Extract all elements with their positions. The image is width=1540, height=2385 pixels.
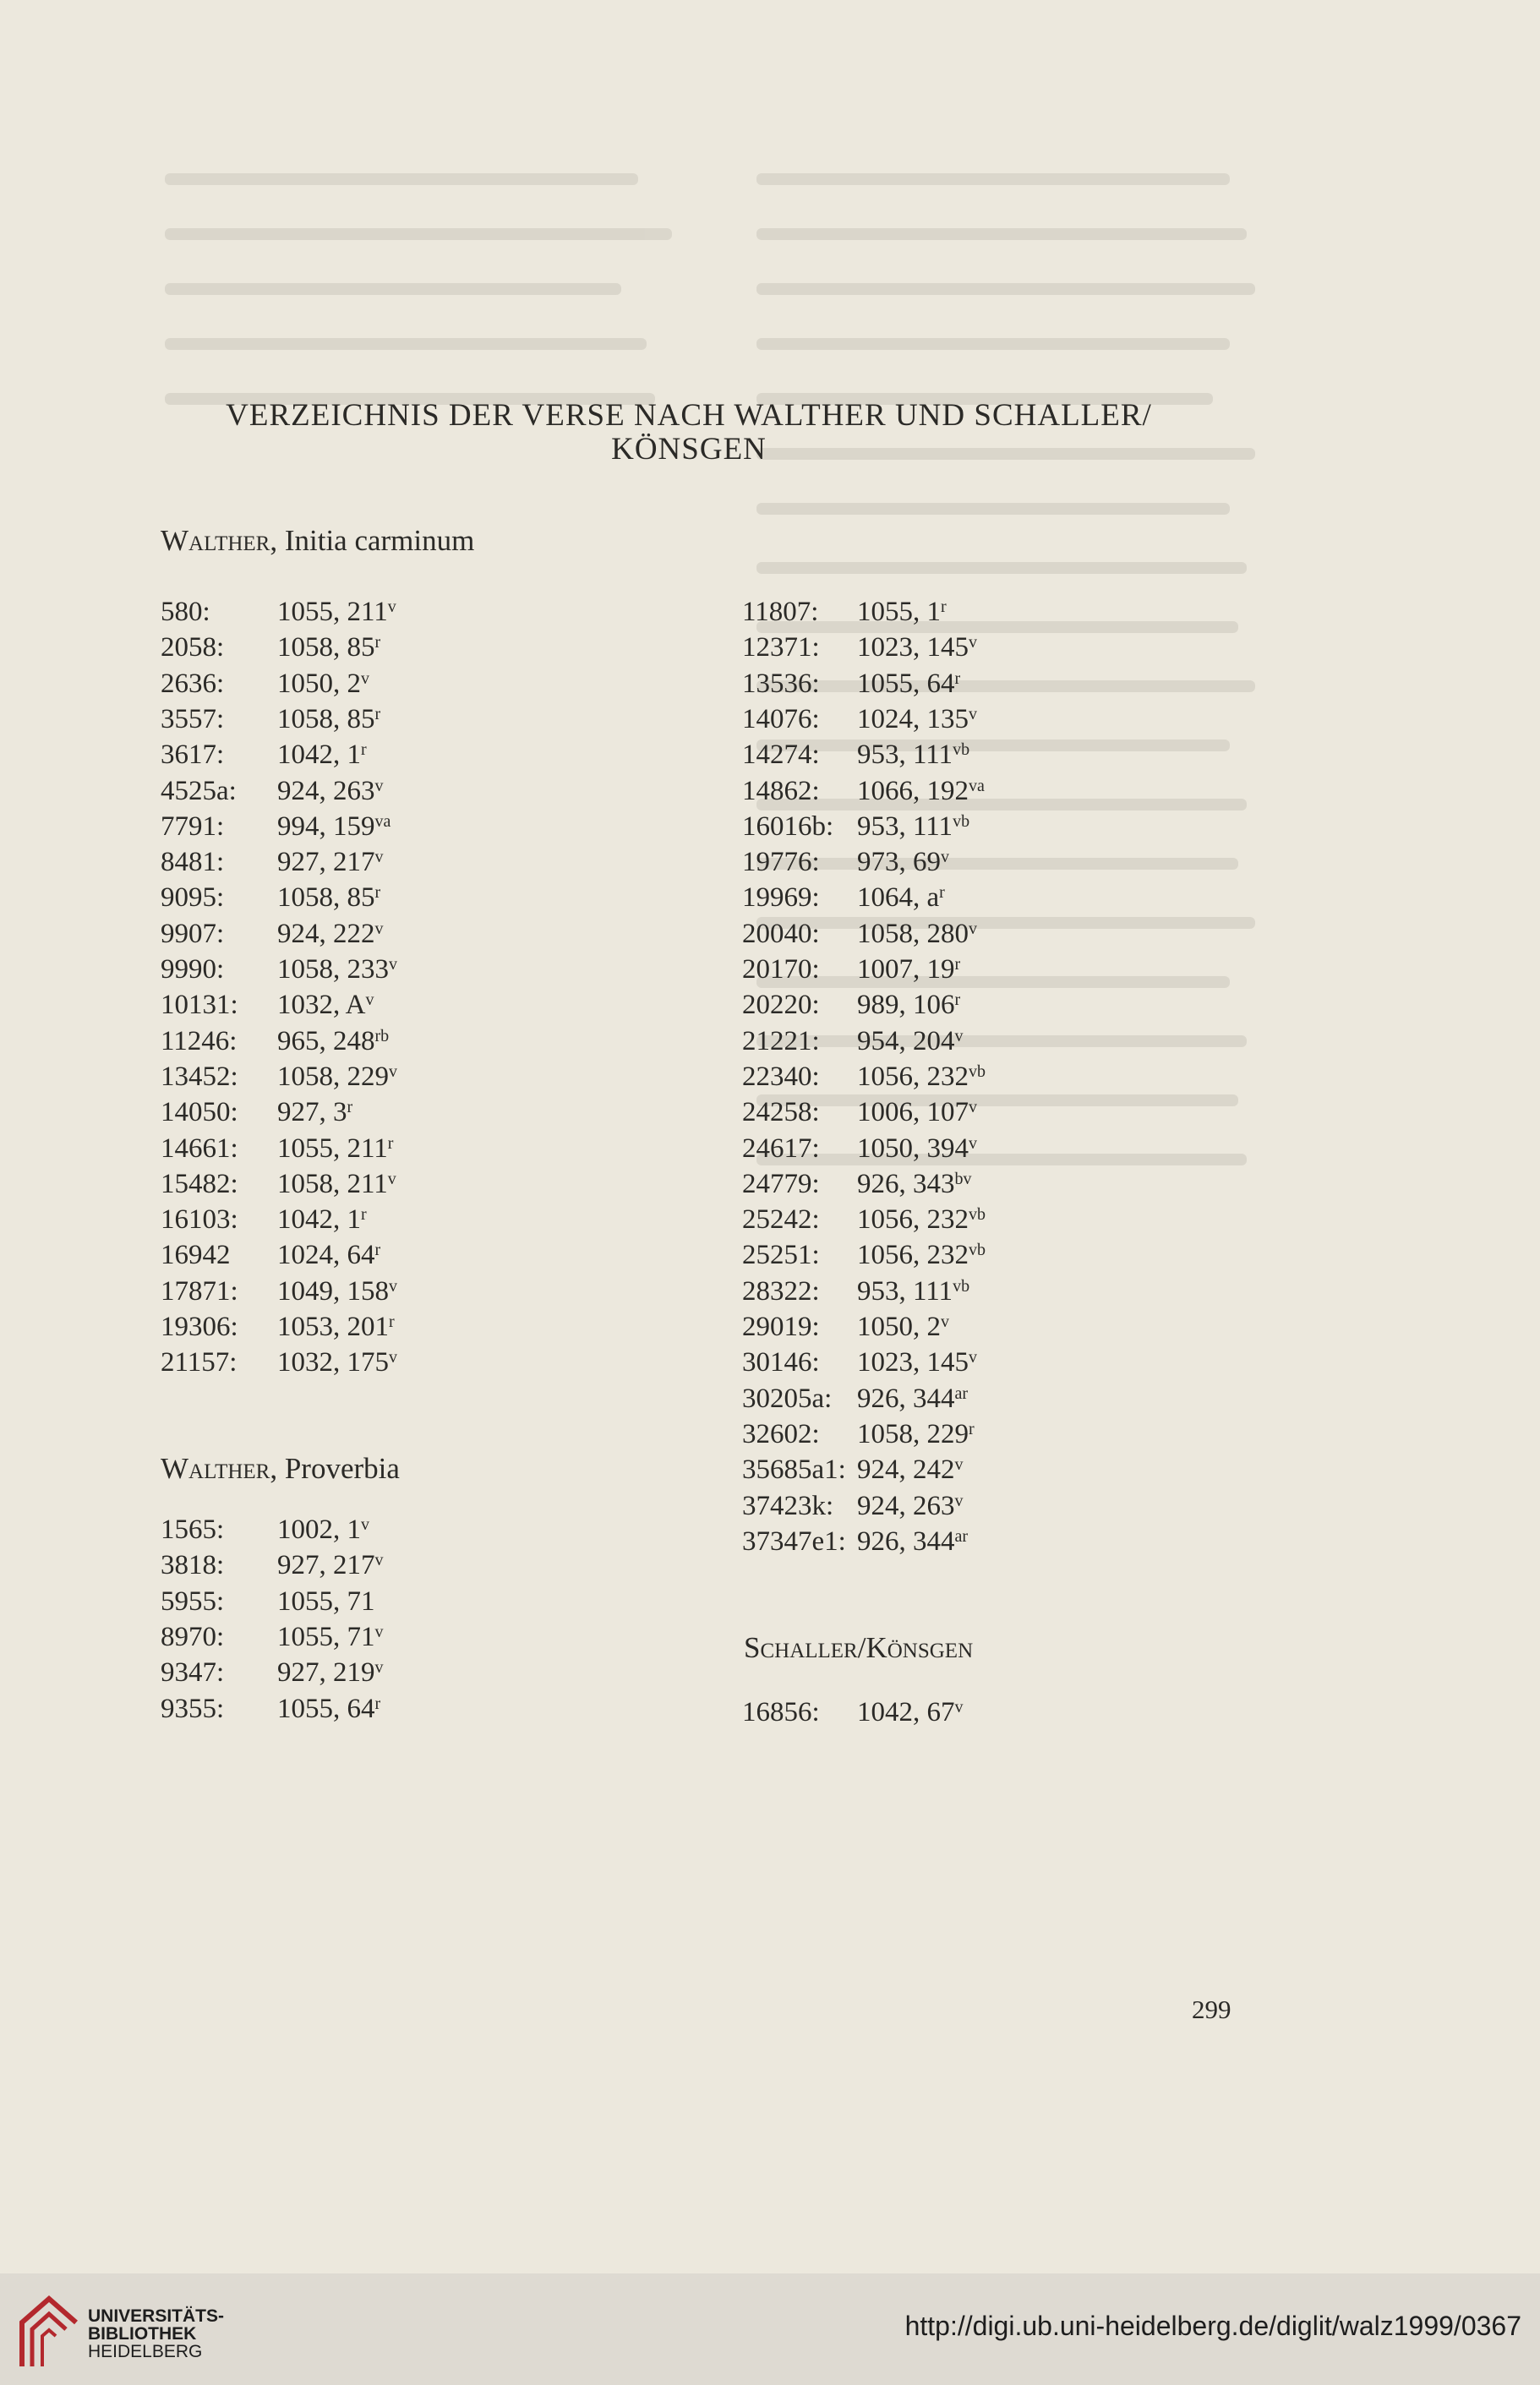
entry-superscript: v: [374, 1551, 384, 1570]
entry-superscript: bv: [954, 1169, 972, 1188]
entry-reference: [277, 1656, 384, 1689]
entry-number: 8970:: [161, 1621, 225, 1652]
entry-superscript: r: [347, 1098, 353, 1117]
entry-reference-text: 1055, 71: [277, 1621, 375, 1652]
entry-number: 9095:: [161, 882, 225, 914]
entry-reference: [277, 1548, 384, 1582]
entry-number: 22340:: [742, 1061, 820, 1092]
entry-number: 30205a:: [742, 1383, 833, 1414]
entry-superscript: vb: [953, 1276, 970, 1296]
entry-reference: [857, 667, 960, 701]
section-subtitle: , Proverbia: [270, 1452, 400, 1485]
entry-reference: [857, 774, 985, 808]
entry-number: 17871:: [161, 1275, 238, 1307]
entry-reference-text: 1050, 2: [857, 1312, 941, 1342]
entry-number: 9990:: [161, 954, 225, 985]
entry-reference-text: 927, 219: [277, 1657, 375, 1689]
entry-reference: [857, 810, 969, 843]
entry-reference-text: 1023, 145: [857, 1347, 969, 1378]
entry-number: 21157:: [161, 1347, 238, 1378]
entry-number: 10131:: [161, 990, 238, 1021]
entry-number: 12371:: [742, 632, 820, 663]
entry-reference: [857, 738, 969, 772]
entry-reference-text: 1032, A: [277, 990, 366, 1021]
entry-number: 1565:: [161, 1515, 225, 1545]
entry-reference: [277, 952, 397, 986]
entry-reference-text: 924, 222: [277, 918, 375, 949]
entry-reference-text: 1032, 175: [277, 1347, 389, 1378]
entry-superscript: vb: [969, 1205, 986, 1225]
logo-line-3: HEIDELBERG: [88, 2342, 203, 2361]
entry-number: 16942: [161, 1240, 231, 1271]
entry-reference-text: 1042, 1: [277, 740, 361, 771]
entry-reference: [857, 1060, 986, 1094]
entry-superscript: v: [954, 1455, 964, 1475]
entry-reference-text: 1042, 1: [277, 1204, 361, 1236]
entry-reference-text: 1042, 67: [857, 1697, 955, 1727]
entry-reference-text: 1058, 211: [277, 1168, 388, 1199]
entry-reference-text: 965, 248: [277, 1025, 375, 1056]
entry-number: 20040:: [742, 918, 820, 949]
entry-reference-text: 953, 111: [857, 810, 953, 842]
entry-number: 16103:: [161, 1204, 238, 1236]
entry-reference: [277, 845, 384, 879]
entry-reference: [857, 1132, 977, 1165]
entry-reference-text: 927, 3: [277, 1097, 347, 1128]
entry-reference: [277, 1692, 380, 1726]
entry-superscript: r: [389, 1313, 395, 1331]
entry-number: 14862:: [742, 775, 820, 806]
entry-number: 24258:: [742, 1097, 820, 1128]
entry-reference-text: 924, 263: [277, 775, 375, 806]
entry-reference-text: 1058, 85: [277, 882, 375, 914]
page-title: [144, 399, 1234, 467]
entry-reference-text: 953, 111: [857, 1275, 953, 1307]
section-subtitle: , Initia carminum: [270, 524, 475, 557]
entry-reference-text: 1050, 394: [857, 1132, 969, 1164]
entry-superscript: v: [969, 704, 977, 723]
entry-number: 30146:: [742, 1347, 820, 1378]
entry-superscript: v: [389, 955, 397, 974]
entry-reference-text: 953, 111: [857, 740, 953, 771]
entry-number: 2636:: [161, 668, 225, 699]
entry-number: 14661:: [161, 1132, 238, 1164]
entry-superscript: vb: [969, 1241, 986, 1260]
entry-reference: [857, 1417, 975, 1451]
entry-reference: [277, 988, 374, 1022]
entry-number: 5955:: [161, 1585, 225, 1617]
entry-number: 32602:: [742, 1418, 820, 1449]
source-url-link[interactable]: http://digi.ub.uni-heidelberg.de/diglit/walz1999/0367: [904, 2311, 1521, 2341]
entry-reference: [857, 845, 949, 879]
entry-reference-text: 1055, 71: [277, 1585, 375, 1617]
entry-superscript: v: [954, 1491, 964, 1510]
entry-superscript: r: [954, 955, 961, 974]
entry-superscript: r: [954, 669, 961, 688]
entry-reference-text: 1058, 229: [277, 1061, 389, 1092]
entry-number: 20170:: [742, 954, 820, 985]
entry-reference: [857, 917, 977, 951]
entry-number: 13536:: [742, 668, 820, 699]
entry-superscript: v: [389, 1276, 397, 1296]
entry-reference-text: 1055, 211: [277, 597, 388, 627]
entry-reference: [857, 1453, 964, 1487]
entry-reference-text: 927, 217: [277, 1550, 375, 1581]
entry-reference: [277, 1095, 352, 1129]
entry-reference: [857, 1024, 964, 1058]
entry-number: 19776:: [742, 847, 820, 878]
entry-reference-text: 1058, 233: [277, 954, 389, 985]
entry-reference-text: 1050, 2: [277, 668, 361, 699]
entry-superscript: v: [389, 1348, 397, 1367]
entry-superscript: vb: [953, 740, 970, 760]
entry-reference-text: 1055, 64: [277, 1693, 375, 1724]
entry-reference: [857, 1095, 977, 1129]
entry-superscript: va: [969, 776, 985, 795]
entry-superscript: v: [969, 1348, 977, 1367]
entry-reference: [277, 1345, 397, 1379]
page-title-line-2: KÖNSGEN: [611, 432, 767, 467]
entry-number: 29019:: [742, 1312, 820, 1342]
entry-reference: [857, 1489, 964, 1523]
entry-number: 16856:: [742, 1697, 820, 1727]
entry-reference: [857, 702, 977, 736]
entry-reference: [857, 630, 977, 664]
entry-number: 3557:: [161, 703, 225, 734]
entry-reference-text: 924, 263: [857, 1490, 955, 1521]
entry-reference: [277, 1585, 375, 1618]
entry-number: 28322:: [742, 1275, 820, 1307]
entry-superscript: v: [969, 633, 977, 652]
entry-reference-text: 954, 204: [857, 1025, 955, 1056]
entry-number: 9907:: [161, 918, 225, 949]
entry-reference: [277, 1024, 389, 1058]
entry-reference: [277, 702, 380, 736]
entry-reference: [277, 738, 367, 772]
entry-number: 37347e1:: [742, 1525, 846, 1557]
entry-superscript: v: [365, 991, 374, 1010]
entry-reference: [277, 881, 380, 914]
entry-reference: [857, 988, 960, 1022]
entry-reference-text: 1056, 232: [857, 1204, 969, 1236]
entry-reference-text: 1002, 1: [277, 1515, 361, 1545]
entry-reference: [857, 1167, 972, 1201]
entry-superscript: r: [361, 740, 367, 760]
entry-superscript: v: [969, 1133, 977, 1153]
entry-number: 14076:: [742, 703, 820, 734]
entry-superscript: v: [374, 776, 384, 795]
entry-reference: [857, 1238, 986, 1272]
section-heading-schaller-koensgen: Schaller/Könsgen: [744, 1631, 974, 1664]
entry-superscript: v: [374, 919, 384, 938]
entry-reference-text: 924, 242: [857, 1454, 955, 1486]
entry-superscript: r: [954, 991, 961, 1010]
entry-superscript: r: [941, 598, 947, 616]
entry-reference: [277, 774, 384, 808]
section-heading-walther-proverbia: [161, 1452, 400, 1486]
entry-superscript: r: [939, 883, 945, 903]
entry-superscript: r: [374, 633, 381, 652]
entry-reference: [857, 881, 945, 914]
entry-reference-text: 1053, 201: [277, 1312, 389, 1342]
entry-reference-text: 1056, 232: [857, 1240, 969, 1271]
entry-superscript: r: [374, 704, 381, 723]
entry-superscript: r: [969, 1419, 975, 1438]
entry-superscript: r: [387, 1133, 394, 1153]
entry-superscript: r: [374, 1241, 381, 1260]
logo-line-2: BIBLIOTHEK: [88, 2324, 197, 2344]
entry-superscript: v: [941, 1313, 949, 1331]
entry-reference-text: 1058, 280: [857, 918, 969, 949]
page-title-line-1: VERZEICHNIS DER VERSE NACH WALTHER UND SCHALLER/: [226, 398, 1152, 433]
entry-reference-text: 1024, 135: [857, 703, 969, 734]
entry-superscript: vb: [969, 1062, 986, 1081]
entry-reference-text: 1007, 19: [857, 954, 955, 985]
entry-number: 9347:: [161, 1657, 225, 1689]
entry-reference-text: 926, 344: [857, 1525, 955, 1557]
entry-number: 21221:: [742, 1025, 820, 1056]
entry-number: 15482:: [161, 1168, 238, 1199]
section-author: Walther: [161, 1452, 270, 1485]
entry-reference: [857, 1695, 964, 1729]
entry-reference: [277, 1060, 397, 1094]
entry-superscript: v: [941, 848, 949, 867]
section-author: Walther: [161, 524, 270, 557]
entry-number: 7791:: [161, 810, 225, 842]
entry-number: 3617:: [161, 740, 225, 771]
entry-reference: [857, 1345, 977, 1379]
entry-superscript: ar: [954, 1526, 969, 1546]
entry-number: 14050:: [161, 1097, 238, 1128]
entry-reference: [857, 1382, 968, 1416]
entry-reference: [277, 1513, 369, 1547]
entry-superscript: v: [969, 1098, 977, 1117]
entry-reference-text: 1064, a: [857, 882, 940, 914]
digitization-footer: [0, 2273, 1540, 2385]
entry-number: 20220:: [742, 990, 820, 1021]
library-logo-text: [88, 2307, 224, 2360]
entry-reference-text: 1055, 1: [857, 597, 941, 627]
entry-number: 19306:: [161, 1312, 238, 1342]
entry-reference-text: 1056, 232: [857, 1061, 969, 1092]
entry-reference: [277, 1238, 380, 1272]
entry-number: 14274:: [742, 740, 820, 771]
page-number: 299: [1192, 1995, 1231, 2024]
entry-reference: [277, 630, 380, 664]
entry-number: 19969:: [742, 882, 820, 914]
entry-superscript: v: [387, 598, 396, 616]
entry-superscript: v: [361, 669, 369, 688]
entry-reference: [277, 1132, 393, 1165]
entry-reference-text: 1066, 192: [857, 775, 969, 806]
entry-reference-text: 1058, 85: [277, 632, 375, 663]
entry-superscript: v: [969, 919, 977, 938]
entry-reference: [277, 810, 390, 843]
entry-number: 25242:: [742, 1204, 820, 1236]
entry-reference: [857, 1525, 968, 1558]
entry-number: 3818:: [161, 1550, 225, 1581]
entry-number: 25251:: [742, 1240, 820, 1271]
entry-number: 11807:: [742, 597, 819, 627]
entry-reference-text: 927, 217: [277, 847, 375, 878]
logo-line-1: UNIVERSITÄTS-: [88, 2306, 225, 2326]
entry-superscript: rb: [374, 1026, 390, 1045]
entry-superscript: r: [361, 1205, 367, 1225]
entry-reference-text: 1024, 64: [277, 1240, 375, 1271]
entry-number: 24617:: [742, 1132, 820, 1164]
entry-reference-text: 926, 344: [857, 1383, 955, 1414]
entry-number: 37423k:: [742, 1490, 834, 1521]
entry-superscript: ar: [954, 1384, 969, 1403]
entry-superscript: r: [374, 1694, 381, 1713]
entry-reference-text: 1055, 211: [277, 1132, 388, 1164]
entry-superscript: v: [374, 1658, 384, 1678]
entry-reference-text: 1058, 85: [277, 703, 375, 734]
entry-superscript: v: [374, 848, 384, 867]
entry-superscript: v: [374, 1622, 384, 1641]
entry-reference: [277, 595, 396, 629]
entry-number: 2058:: [161, 632, 225, 663]
entry-number: 8481:: [161, 847, 225, 878]
entry-superscript: r: [374, 883, 381, 903]
entry-reference-text: 1058, 229: [857, 1418, 969, 1449]
entry-reference-text: 1049, 158: [277, 1275, 389, 1307]
entry-reference: [857, 952, 960, 986]
entry-reference: [277, 1167, 396, 1201]
entry-superscript: v: [954, 1698, 964, 1716]
entry-reference-text: 1006, 107: [857, 1097, 969, 1128]
entry-superscript: v: [389, 1062, 397, 1081]
entry-reference: [277, 1620, 384, 1654]
entry-reference-text: 926, 343: [857, 1168, 955, 1199]
entry-number: 11246:: [161, 1025, 238, 1056]
section-heading-walther-initia: [161, 524, 474, 558]
entry-reference: [857, 595, 947, 629]
entry-number: 13452:: [161, 1061, 238, 1092]
entry-reference: [857, 1310, 949, 1344]
entry-superscript: v: [361, 1515, 369, 1534]
entry-reference-text: 973, 69: [857, 847, 941, 878]
entry-number: 16016b:: [742, 810, 834, 842]
entry-superscript: v: [387, 1169, 396, 1188]
entry-reference: [277, 1274, 397, 1308]
entry-reference: [857, 1203, 986, 1236]
entry-reference: [277, 1310, 395, 1344]
entry-reference-text: 1055, 64: [857, 668, 955, 699]
entry-reference-text: 989, 106: [857, 990, 955, 1021]
library-logo-icon: [14, 2289, 90, 2371]
entry-number: 24779:: [742, 1168, 820, 1199]
entry-reference-text: 994, 159: [277, 810, 375, 842]
entry-reference: [277, 917, 384, 951]
entry-reference: [277, 667, 369, 701]
entry-number: 35685a1:: [742, 1454, 846, 1486]
entry-reference-text: 1023, 145: [857, 632, 969, 663]
entry-number: 4525a:: [161, 775, 237, 806]
entry-number: 9355:: [161, 1693, 225, 1724]
entry-number: 580:: [161, 597, 210, 627]
entry-reference: [857, 1274, 969, 1308]
entry-superscript: va: [374, 811, 391, 831]
entry-superscript: vb: [953, 811, 970, 831]
entry-superscript: v: [954, 1026, 964, 1045]
entry-reference: [277, 1203, 367, 1236]
